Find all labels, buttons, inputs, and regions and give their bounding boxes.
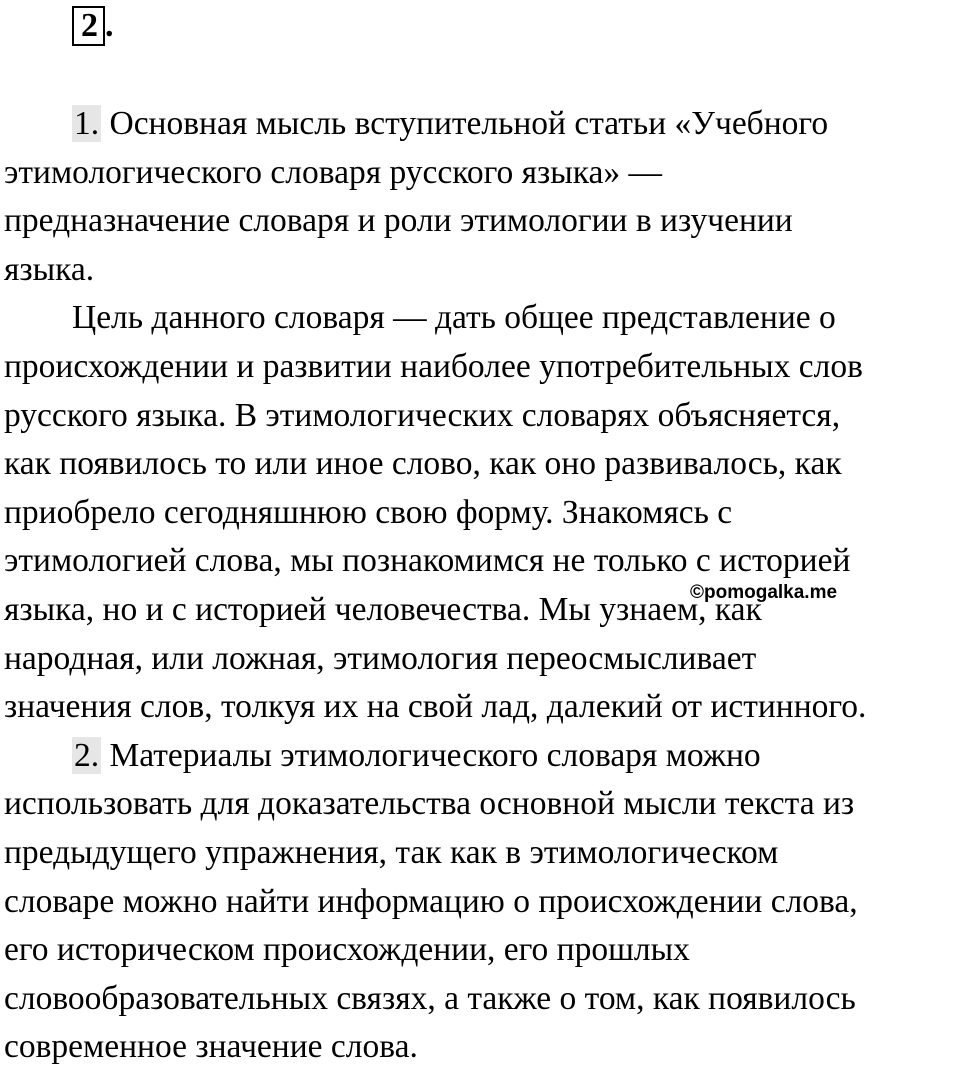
text-line: русского языка. В этимологических словарях объясняется, xyxy=(4,396,841,434)
text-line: словообразовательных связях, а также о том, как появилось xyxy=(4,979,856,1017)
exercise-number-suffix: . xyxy=(105,7,114,44)
answer-number-2: 2. xyxy=(74,736,100,774)
exercise-number xyxy=(72,6,114,46)
text-line: значения слов, толкуя их на свой лад, далекий от истинного. xyxy=(4,688,867,726)
text-line: языка, но и с историей человечества. Мы узнаем, как xyxy=(4,590,762,628)
text-line: происхождении и развитии наиболее употребительных слов xyxy=(4,347,863,385)
text-line: предназначение словаря и роли этимологии в изучении xyxy=(4,202,793,240)
text-line: 1. Основная мысль вступительной статьи «Учебного xyxy=(74,105,829,142)
text-line: предыдущего упражнения, так как в этимологическом xyxy=(4,833,779,871)
text-line: Цель данного словаря — дать общее представление о xyxy=(72,299,836,337)
watermark: ©pomogalka.me xyxy=(690,582,838,603)
text-line: народная, или ложная, этимология переосмысливает xyxy=(4,639,757,677)
text-line: языка. xyxy=(4,250,95,288)
text-line: современное значение слова. xyxy=(4,1028,418,1066)
text-line: как появилось то или иное слово, как оно развивалось, как xyxy=(4,445,842,483)
answer-number-1: 1. xyxy=(74,105,100,142)
text-line: использовать для доказательства основной мысли текста из xyxy=(4,785,855,823)
text-line: этимологического словаря русского языка» — xyxy=(4,153,663,191)
exercise-number-box: 2 xyxy=(72,6,105,46)
text-line: 2. Материалы этимологического словаря можно xyxy=(74,736,761,774)
text-line: его историческом происхождении, его прошлых xyxy=(4,931,690,969)
text-line: этимологией слова, мы познакомимся не только с историей xyxy=(4,542,851,580)
text-line: словаре можно найти информацию о происхождении слова, xyxy=(4,882,858,920)
text-line: приобрело сегодняшнюю свою форму. Знакомясь с xyxy=(4,493,733,531)
